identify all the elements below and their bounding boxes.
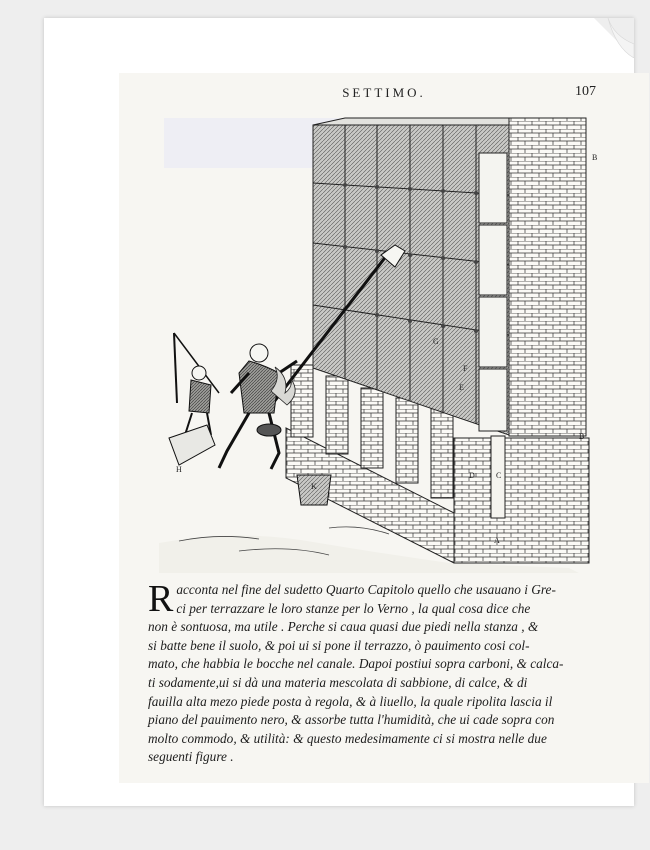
text-line: acconta nel fine del sudetto Quarto Capitolo quello che usauano i Gre-: [176, 582, 556, 597]
text-line: ti sodamente,ui si dà una materia mescolata di sabbione, di calce, & di: [148, 674, 528, 690]
brazier: [257, 424, 281, 436]
label-C: C: [496, 471, 502, 480]
text-line: ci per terrazzare le loro stanze per lo Verno , la qual cosa dice che: [176, 600, 531, 616]
book-page: [119, 73, 649, 783]
body-paragraph: [148, 578, 623, 767]
page-curl-icon: [594, 18, 634, 58]
label-D: D: [469, 471, 475, 480]
foundation-front: [454, 438, 589, 563]
worker-with-bellows: [169, 333, 219, 465]
label-B-top: B: [592, 153, 598, 162]
label-E: E: [459, 383, 464, 392]
label-A: A: [494, 536, 500, 545]
label-H: H: [176, 465, 182, 474]
text-line: non è sontuosa, ma utile . Perche si caua quasi due piedi nella stanza , &: [148, 619, 539, 635]
text-line: mato, che habbia le bocche nel canale. Dapoi postiui sopra carboni, & calca-: [148, 656, 564, 672]
page-number: 107: [575, 84, 596, 99]
drop-cap: R: [148, 578, 174, 620]
brick-side-wall: [509, 118, 586, 436]
print-sheet: [44, 18, 634, 806]
label-B-mid: B: [579, 432, 585, 441]
label-G: G: [433, 337, 439, 346]
running-head: SETTIMO.: [342, 85, 426, 100]
label-K: K: [311, 482, 317, 491]
text-line: fauilla alta mezo piede posta à regola, & à liuello, la quale ripolita lascia il: [148, 693, 553, 709]
woodcut-illustration: [119, 73, 649, 573]
text-line: seguenti figure .: [148, 749, 234, 765]
text-line: si batte bene il suolo, & poi ui si pone il terrazzo, ò pauimento cosi col-: [148, 637, 530, 653]
text-line: piano del pauimento nero, & assorbe tutta l'humidità, che ui cade sopra con: [148, 712, 555, 728]
label-F: F: [463, 364, 468, 373]
text-line: molto commodo, & utilità: & questo medesimamente ci si mostra nelle due: [148, 730, 547, 746]
